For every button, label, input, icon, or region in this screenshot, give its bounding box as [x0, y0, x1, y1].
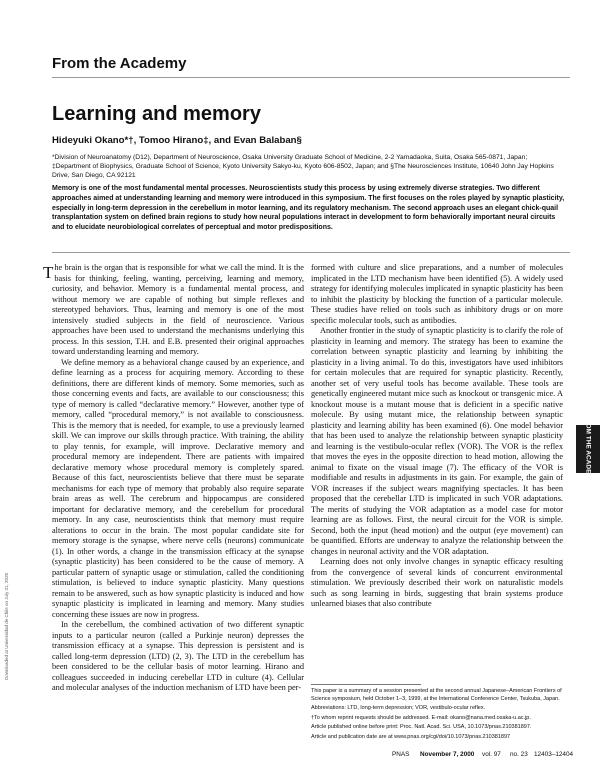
footer-volume: vol. 97 [482, 751, 501, 758]
paper-title: Learning and memory [52, 103, 261, 125]
footnote: †To whom reprint requests should be addressed. E-mail: okano@nana.med.osaka-u.ac.jp. [311, 714, 531, 721]
section-side-tab [576, 414, 600, 484]
footer-pages: 12403–12404 [534, 751, 574, 758]
footer-date: November 7, 2000 [420, 751, 475, 758]
body-paragraph: The brain is the organ that is responsible for what we call the mind. It is the basis for thinking, feeling, wanting, perceiving, learning and memory, curiosity, and behavior. Memory is a fundamental mental process, and without memory we are capable of nothing but simple reflexes and stereotyped behaviors. Thus, learning and memory is one of the most intensively studied subjects in the field of neuroscience. Various approaches have been used to understand the mechanisms underlying this process. In this session, T.H. and E.B. presented their original approaches toward understanding learning and memory. [43, 263, 304, 356]
author-list: Hideyuki Okano*†, Tomoo Hirano‡, and Evan Balaban§ [52, 135, 302, 146]
footer-issue: no. 23 [510, 751, 528, 758]
body-paragraph: Learning does not only involve changes in synaptic efficacy resulting from the convergence of several kinds of concurrent environmental stimulation. We previously described their work on naturalistic models such as song learning in birds, suggesting that brain systems produce unlearned biases that also contribute [311, 557, 563, 608]
footnote: Article published online before print: Proc. Natl. Acad. Sci. USA, 10.1073/pnas.210381897. [311, 724, 532, 731]
abstract-rule [52, 252, 570, 253]
body-column-left [43, 263, 304, 694]
footnote: This paper is a summary of a session presented at the second annual Japanese–American Frontiers of Science symposium, held October 1–3, 1999, at the International Conference Center, Tsukuba, Japan. [311, 688, 562, 702]
body-paragraph: formed with culture and slice preparations, and a number of molecules implicated in the LTD mechanism have been identified (5). A widely used strategy for identifying molecules implicated in synaptic plasticity has been to inhibit the plasticity by blocking the function of a particular molecule. These studies have relied on tools such as inhibitory drugs or on more specific molecular tools, such as antibodies. [311, 263, 563, 325]
body-paragraph: We define memory as a behavioral change caused by an experience, and define learning as a process for acquiring memory. According to these definitions, there are different kinds of memory. Some memories, such as those concerning events and facts, are available to our consciousness; this type of memory is called “declarative memory.” However, another type of memory, called “procedural memory,” is not available to consciousness. This is the memory that is needed, for example, to use a previously learned skill. We can improve our skills through practice. With training, the ability to play tennis, for example, will improve. Declarative memory and procedural memory are independent. There are patients with impaired declarative memory whose procedural memory is completely spared. Because of this fact, neuroscientists believe that there must be separate mechanisms for each type of memory that probably also require separate brain areas as well. The cerebrum and hippocampus are considered important for declarative memory, and the cerebellum for procedural memory. In any case, neuroscientists think that memory must require alterations to occur in the brain. The most popular candidate site for memory storage is the synapse, where nerve cells (neurons) communicate (1). In other words, a change in the transmission efficacy at the synapse (synaptic plasticity) has been considered to be the cause of memory. A particular pattern of synaptic usage or stimulation, called the conditioning stimulation, is believed to induce synaptic plasticity. Many questions remain to be answered, such as how synaptic plasticity is induced and how synaptic plasticity is implicated in learning and memory. Many studies concerning these issues are now in progress. [52, 357, 304, 619]
section-title: From the Academy [52, 55, 187, 72]
download-margin-note: Downloaded at Universidad de Chile on July 31, 2020 [4, 572, 9, 680]
affiliations: *Division of Neuroanatomy (D12), Department of Neuroscience, Osaka University Graduate School of Medicine, 2-2 Yamadaoka, Suita, Osaka 565-0871, Japan; ‡Department of Biophysics, Graduate School of Science, Kyoto University Sakyo-ku, Kyoto 606-8502, Japan; and §The Neurosciences Institute, 10640 John Jay Hopkins Drive, San Diego, CA 92121 [52, 154, 554, 180]
footer-journal: PNAS [392, 751, 410, 758]
abstract: Memory is one of the most fundamental mental processes. Neuroscientists study this process by using extremely diverse strategies. Two different approaches aimed at understanding learning and memory were introduced in this symposium. The first focuses on the roles played by synaptic plasticity, especially in long-term depression in the cerebellum in motor learning, and its regulatory mechanism. The second approach uses an elegant chick-quail transplantation system on defined brain regions to study how neural populations interact in development to form behaviorally important neural circuits and to elucidate neurobiological correlates of perceptual and motor predispositions. [52, 185, 565, 232]
header-rule [52, 77, 570, 78]
footnote: Article and publication date are at www.pnas.org/cgi/doi/10.1073/pnas.210381897 [311, 733, 511, 740]
side-tab-label: FROM THE ACADEMY [584, 414, 592, 484]
body-paragraph: In the cerebellum, the combined activation of two different synaptic inputs to a particular neuron (called a Purkinje neuron) depresses the transmission efficacy at a synapse. This depression is persistent and is called long-term depression (LTD) (2, 3). The LTD in the cerebellum has been considered to be the cellular basis of motor learning. Hirano and colleagues succeeded in inducing cerebellar LTD in culture (4). Cellular and molecular analyses of the induction mechanism of LTD have been per- [52, 620, 304, 692]
body-column-right [311, 263, 563, 610]
footnote: Abbreviations: LTD, long-term depression; VOR, vestibulo-ocular reflex. [311, 705, 486, 712]
footnotes [311, 688, 567, 744]
footnote-rule [311, 684, 421, 685]
drop-cap: T [43, 263, 54, 282]
body-paragraph: Another frontier in the study of synaptic plasticity is to clarify the role of plasticity in learning and memory. The strategy has been to examine the correlation between synaptic plasticity and learning by inhibiting the plasticity in a living animal. To do this, investigators have used inhibitors for certain molecules that are required for synaptic plasticity. Recently, another set of very useful tools has become available. These tools are genetically engineered mutant mice such as knockout or transgenic mice. A knockout mouse is a mutant mouse that is deficient in a specific native molecule. By using mutant mice, the relationship between synaptic plasticity and learning ability has been examined (6). One model behavior that has been used to analyze the relationship between synaptic plasticity and learning is the vestibulo-ocular reflex (VOR). The VOR is the reflex that moves the eyes in the opposite direction to head motion, allowing the animal to fixate on the visual image (7). The efficacy of the VOR is modifiable and results in adjustments in its gain. For example, the gain of VOR increases if the subject wears magnifying spectacles. It has been proposed that the cerebellar LTD is implicated in such VOR adaptations. The merits of studying the VOR adaptation as a model case for motor learning are as follows. First, the neural circuit for the VOR is simple. Second, both the input (head motion) and the output (eye movement) can be quantified. Efforts are underway to analyze the relationship between the changes in neuronal activity and the VOR adaptation. [311, 326, 563, 556]
